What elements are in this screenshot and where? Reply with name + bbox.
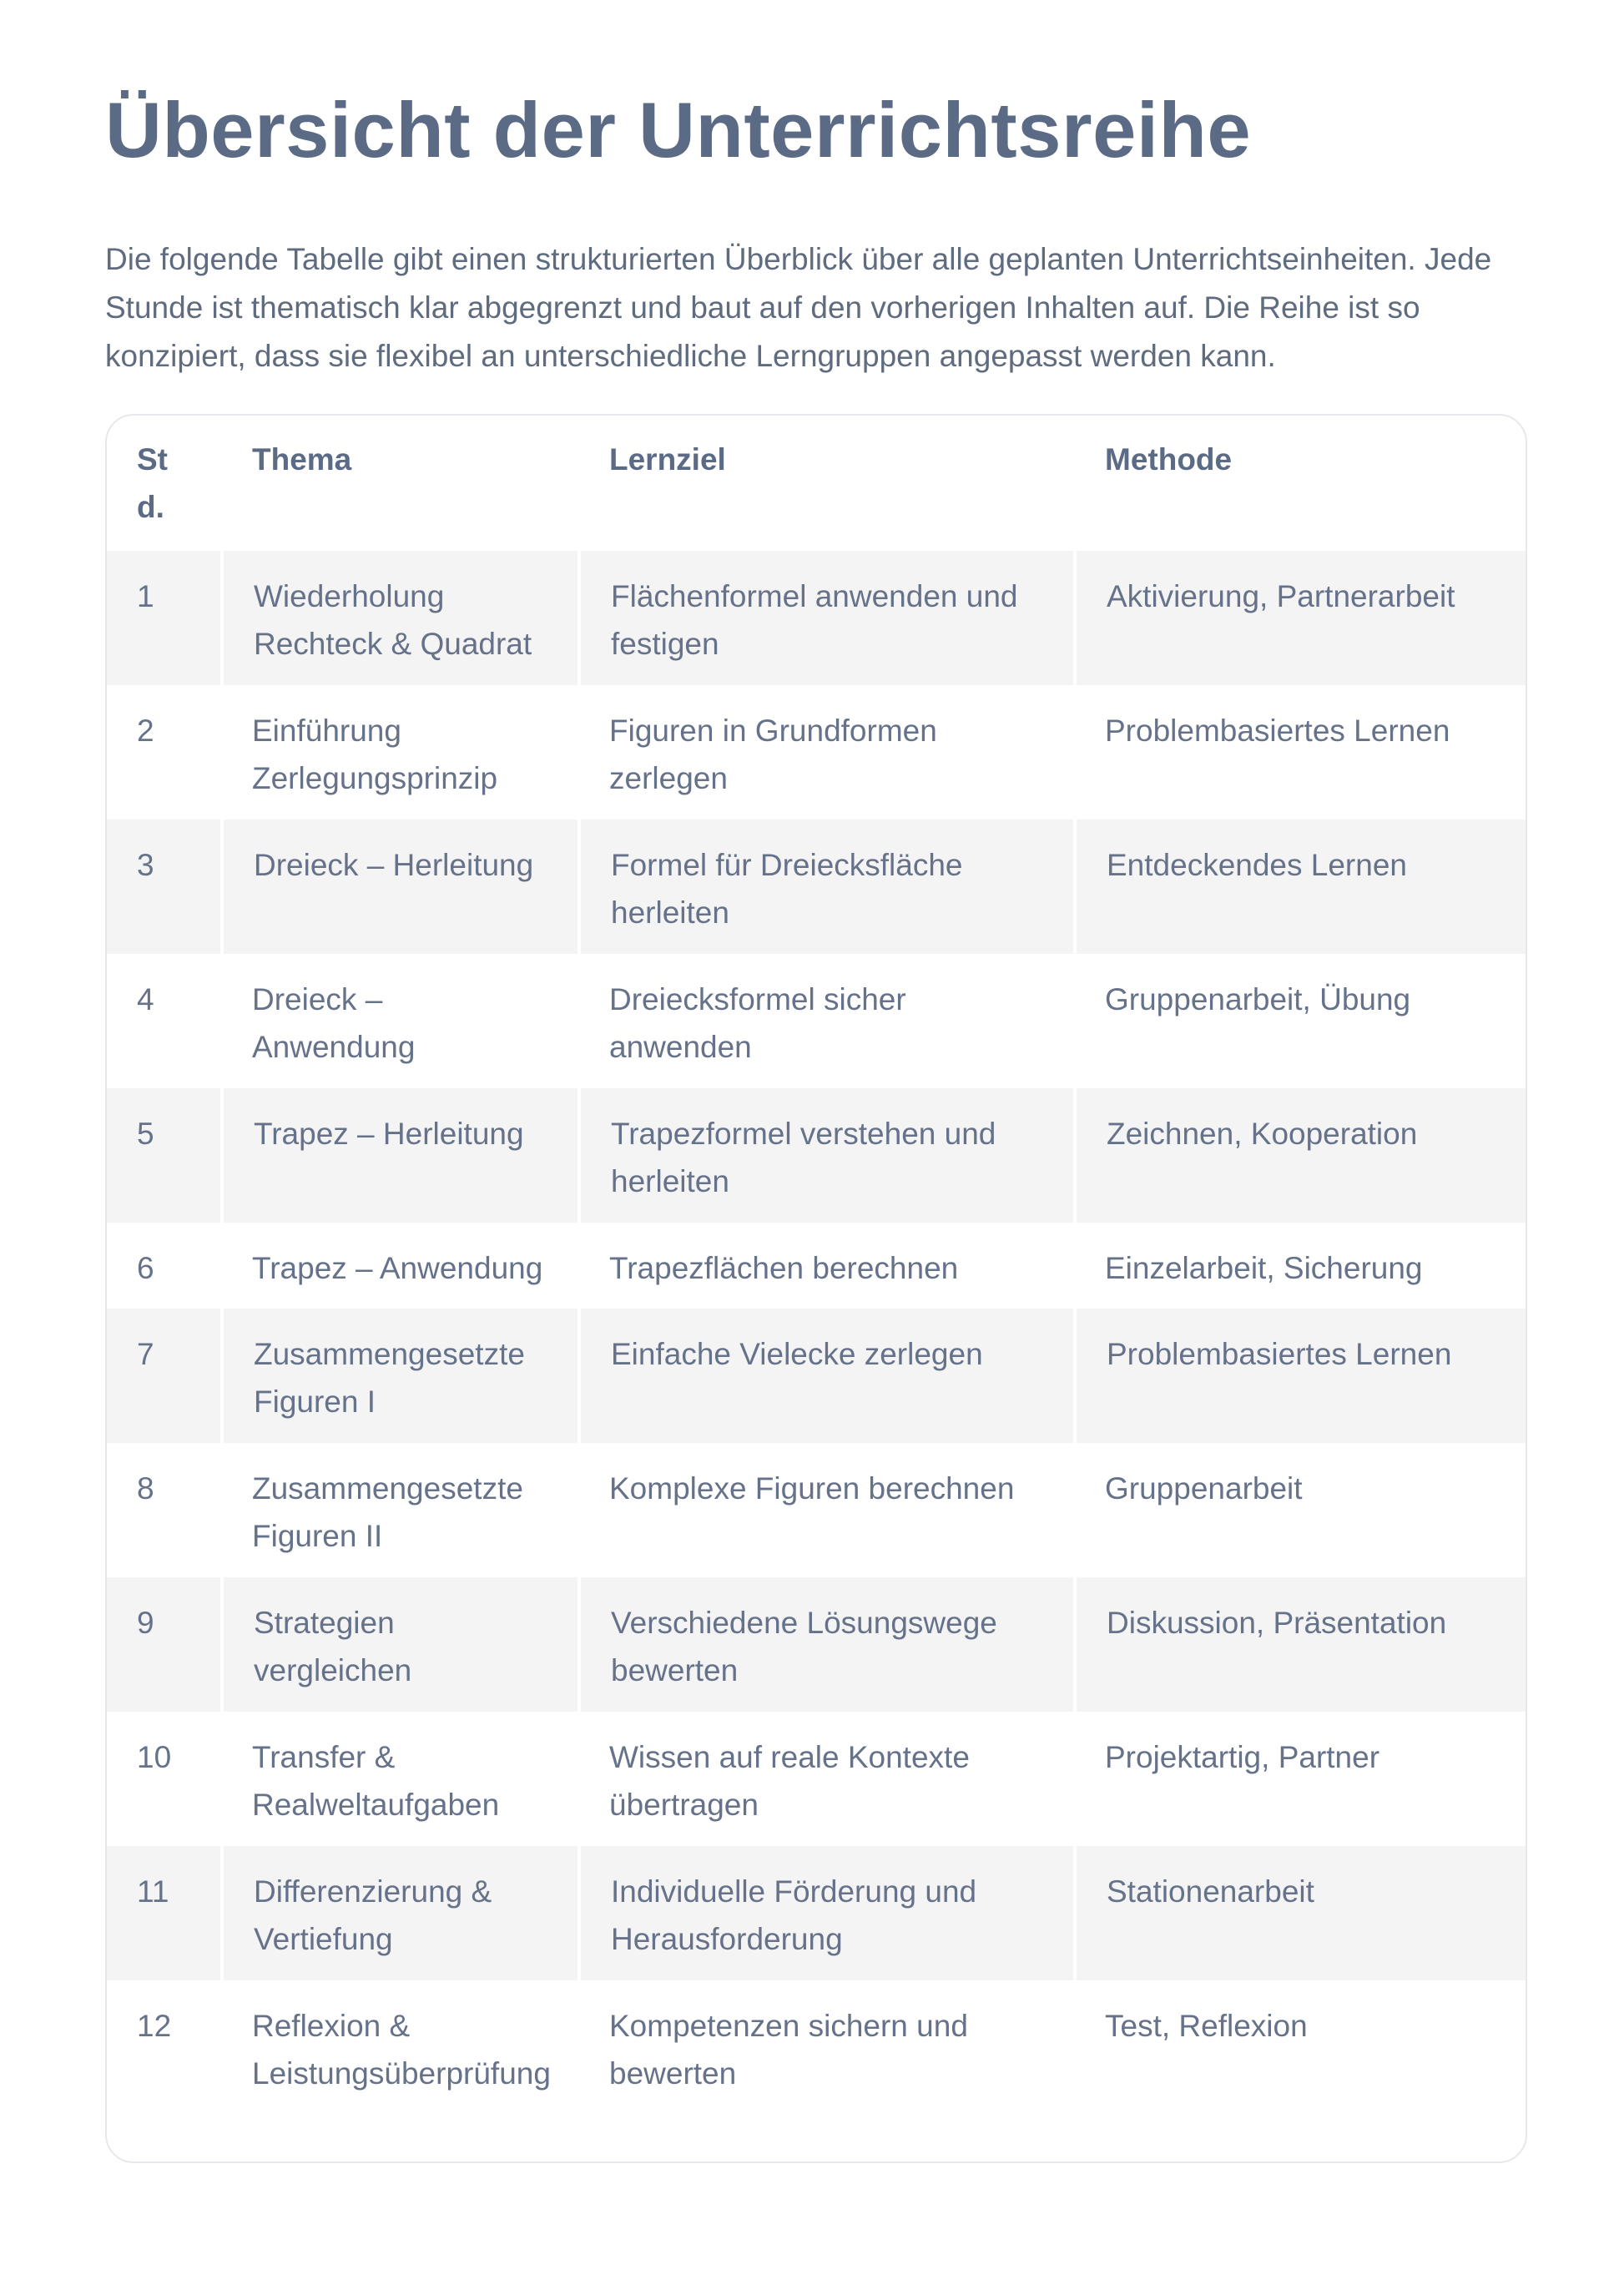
lesson-table-container (105, 414, 1527, 2163)
cell-lernziel: Kompetenzen sichern und bewerten (609, 2009, 968, 2091)
cell-std: 11 (107, 1846, 222, 1980)
table-row (107, 1846, 1526, 1980)
cell-std: 12 (137, 2009, 172, 2043)
cell-methode: Gruppenarbeit, Übung (1105, 982, 1411, 1016)
cell-methode: Entdeckendes Lernen (1075, 820, 1526, 954)
cell-methode: Diskussion, Präsentation (1075, 1577, 1526, 1712)
header-methode: Methode (1105, 442, 1233, 477)
cell-lernziel: Komplexe Figuren berechnen (609, 1471, 1015, 1506)
cell-thema: Differenzierung & Vertiefung (222, 1846, 579, 1980)
cell-lernziel: Wissen auf reale Kontexte übertragen (609, 1740, 970, 1822)
cell-lernziel: Figuren in Grundformen zerlegen (609, 714, 937, 795)
cell-lernziel: Verschiedene Lösungswege bewerten (579, 1577, 1075, 1712)
cell-std: 4 (137, 982, 154, 1016)
table-row (107, 820, 1526, 954)
table-row (107, 1309, 1526, 1443)
table-row (107, 1223, 1526, 1309)
cell-thema: Dreieck – Anwendung (252, 982, 416, 1064)
cell-lernziel: Dreiecksformel sicher anwenden (609, 982, 906, 1064)
cell-std: 10 (137, 1740, 172, 1774)
table-row (107, 1577, 1526, 1712)
cell-methode: Gruppenarbeit (1105, 1471, 1303, 1506)
cell-thema: Reflexion & Leistungsüberprüfung (252, 2009, 551, 2091)
cell-lernziel: Flächenformel anwenden und festigen (579, 551, 1075, 685)
cell-methode: Projektartig, Partner (1105, 1740, 1380, 1774)
header-std: Std. (137, 442, 168, 524)
table-row (107, 1712, 1526, 1846)
cell-thema: Zusammengesetzte Figuren I (222, 1309, 579, 1443)
cell-thema: Dreieck – Herleitung (222, 820, 579, 954)
cell-thema: Trapez – Herleitung (222, 1088, 579, 1223)
lesson-table (107, 416, 1526, 2163)
cell-lernziel: Formel für Dreiecksfläche herleiten (579, 820, 1075, 954)
cell-std: 5 (107, 1088, 222, 1223)
table-row (107, 1443, 1526, 1577)
cell-std: 1 (107, 551, 222, 685)
cell-methode: Stationenarbeit (1075, 1846, 1526, 1980)
cell-lernziel: Trapezflächen berechnen (609, 1251, 959, 1285)
cell-methode: Problembasiertes Lernen (1075, 1309, 1526, 1443)
page-title: Übersicht der Unterrichtsreihe (105, 86, 1252, 174)
cell-thema: Wiederholung Rechteck & Quadrat (222, 551, 579, 685)
cell-methode: Test, Reflexion (1105, 2009, 1308, 2043)
cell-lernziel: Trapezformel verstehen und herleiten (579, 1088, 1075, 1223)
table-header-row (107, 416, 1526, 551)
table-row (107, 1980, 1526, 2163)
cell-std: 3 (107, 820, 222, 954)
cell-thema: Trapez – Anwendung (252, 1251, 543, 1285)
cell-std: 9 (107, 1577, 222, 1712)
cell-methode: Aktivierung, Partnerarbeit (1075, 551, 1526, 685)
cell-std: 8 (137, 1471, 154, 1506)
cell-thema: Transfer & Realweltaufgaben (252, 1740, 500, 1822)
cell-std: 6 (137, 1251, 154, 1285)
cell-lernziel: Einfache Vielecke zerlegen (579, 1309, 1075, 1443)
cell-std: 7 (107, 1309, 222, 1443)
cell-methode: Problembasiertes Lernen (1105, 714, 1450, 748)
table-row (107, 685, 1526, 820)
header-thema: Thema (252, 442, 352, 477)
cell-std: 2 (137, 714, 154, 748)
cell-methode: Einzelarbeit, Sicherung (1105, 1251, 1423, 1285)
table-row (107, 551, 1526, 685)
intro-paragraph: Die folgende Tabelle gibt einen strukturierten Überblick über alle geplanten Unterrichtseinheiten. Jede Stunde ist thematisch klar abgegrenzt und baut auf den vorherigen Inhalten auf. Die Reihe ist so konzipiert, dass sie flexibel an unterschiedliche Lerngruppen angepasst werden kann. (105, 242, 1492, 373)
cell-methode: Zeichnen, Kooperation (1075, 1088, 1526, 1223)
header-lernziel: Lernziel (609, 442, 726, 477)
table-row (107, 954, 1526, 1088)
cell-thema: Zusammengesetzte Figuren II (252, 1471, 523, 1553)
cell-thema: Einführung Zerlegungsprinzip (252, 714, 498, 795)
table-row (107, 1088, 1526, 1223)
cell-thema: Strategien vergleichen (222, 1577, 579, 1712)
cell-lernziel: Individuelle Förderung und Herausforderung (579, 1846, 1075, 1980)
